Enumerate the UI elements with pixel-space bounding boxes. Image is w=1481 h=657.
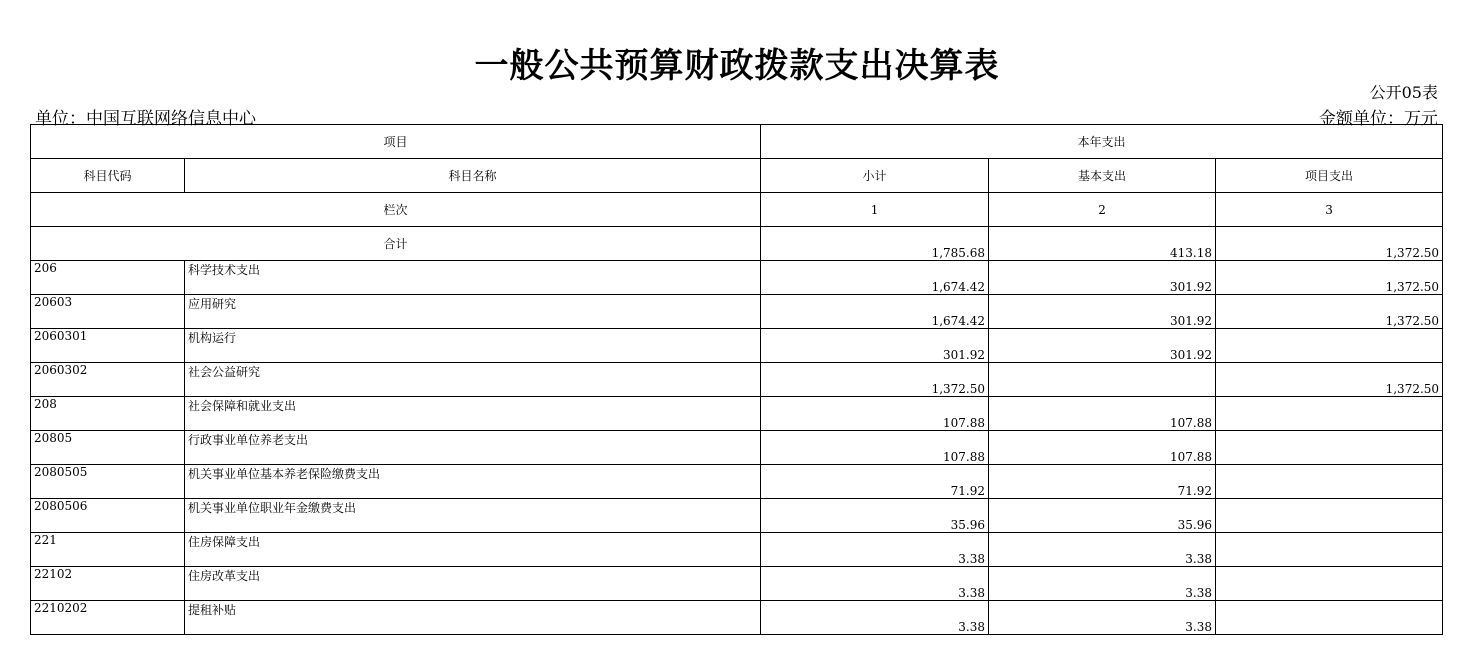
header-row-columns: [31, 193, 1443, 227]
header-current-year-expense: 本年支出: [761, 125, 1443, 159]
table-row: [31, 295, 1443, 329]
subtotal-cell: 107.88: [761, 431, 989, 465]
table-row: [31, 329, 1443, 363]
project-expense-cell: 1,372.50: [1216, 363, 1443, 397]
header-project: 项目: [31, 125, 761, 159]
subject-name-cell: 应用研究: [185, 295, 761, 329]
table-header: [31, 125, 1443, 227]
subject-name-cell: 行政事业单位养老支出: [185, 431, 761, 465]
table-body: [31, 227, 1443, 635]
table-row: [31, 567, 1443, 601]
header-project-expense: 项目支出: [1216, 159, 1443, 193]
subject-code-cell: 2080505: [31, 465, 185, 499]
subtotal-cell: 3.38: [761, 533, 989, 567]
project-expense-cell: 1,372.50: [1216, 261, 1443, 295]
table-row: [31, 601, 1443, 635]
header-subject-name: 科目名称: [185, 159, 761, 193]
basic-expense-cell: 3.38: [989, 533, 1216, 567]
header-row-1: [31, 125, 1443, 159]
total-subtotal: 1,785.68: [761, 227, 989, 261]
header-col-2: 2: [989, 193, 1216, 227]
header-subtotal: 小计: [761, 159, 989, 193]
basic-expense-cell: [989, 363, 1216, 397]
project-expense-cell: [1216, 329, 1443, 363]
subtotal-cell: 71.92: [761, 465, 989, 499]
subject-name-cell: 机构运行: [185, 329, 761, 363]
subtotal-cell: 35.96: [761, 499, 989, 533]
subtotal-cell: 1,674.42: [761, 261, 989, 295]
subject-code-cell: 2060302: [31, 363, 185, 397]
project-expense-cell: [1216, 431, 1443, 465]
subject-code-cell: 20805: [31, 431, 185, 465]
subject-name-cell: 住房保障支出: [185, 533, 761, 567]
total-label: 合计: [31, 227, 761, 261]
subtotal-cell: 1,372.50: [761, 363, 989, 397]
header-basic-expense: 基本支出: [989, 159, 1216, 193]
total-row: [31, 227, 1443, 261]
header-column-label: 栏次: [31, 193, 761, 227]
subject-code-cell: 20603: [31, 295, 185, 329]
basic-expense-cell: 35.96: [989, 499, 1216, 533]
table-row: [31, 431, 1443, 465]
total-basic: 413.18: [989, 227, 1216, 261]
basic-expense-cell: 3.38: [989, 567, 1216, 601]
subject-name-cell: 社会公益研究: [185, 363, 761, 397]
table-row: [31, 397, 1443, 431]
table-row: [31, 499, 1443, 533]
subject-name-cell: 提租补贴: [185, 601, 761, 635]
page-title: 一般公共预算财政拨款支出决算表: [474, 46, 1000, 86]
basic-expense-cell: 301.92: [989, 295, 1216, 329]
subject-name-cell: 住房改革支出: [185, 567, 761, 601]
header-subject-code: 科目代码: [31, 159, 185, 193]
subtotal-cell: 1,674.42: [761, 295, 989, 329]
table-row: [31, 533, 1443, 567]
unit-label: 单位：中国互联网络信息中心: [35, 109, 256, 129]
subject-code-cell: 221: [31, 533, 185, 567]
budget-table: [30, 124, 1443, 635]
project-expense-cell: [1216, 567, 1443, 601]
subtotal-cell: 3.38: [761, 567, 989, 601]
basic-expense-cell: 3.38: [989, 601, 1216, 635]
subject-name-cell: 科学技术支出: [185, 261, 761, 295]
basic-expense-cell: 71.92: [989, 465, 1216, 499]
project-expense-cell: [1216, 465, 1443, 499]
header-row-2: [31, 159, 1443, 193]
basic-expense-cell: 301.92: [989, 329, 1216, 363]
subject-code-cell: 2210202: [31, 601, 185, 635]
table-row: [31, 465, 1443, 499]
subject-code-cell: 2060301: [31, 329, 185, 363]
money-unit-label: 金额单位：万元: [1319, 109, 1438, 129]
header-col-1: 1: [761, 193, 989, 227]
subtotal-cell: 107.88: [761, 397, 989, 431]
project-expense-cell: [1216, 601, 1443, 635]
subject-code-cell: 22102: [31, 567, 185, 601]
basic-expense-cell: 107.88: [989, 431, 1216, 465]
project-expense-cell: [1216, 397, 1443, 431]
subject-name-cell: 机关事业单位基本养老保险缴费支出: [185, 465, 761, 499]
total-project: 1,372.50: [1216, 227, 1443, 261]
project-expense-cell: [1216, 499, 1443, 533]
subject-code-cell: 208: [31, 397, 185, 431]
subtotal-cell: 3.38: [761, 601, 989, 635]
form-number: 公开05表: [1369, 83, 1438, 102]
header-col-3: 3: [1216, 193, 1443, 227]
project-expense-cell: [1216, 533, 1443, 567]
subtotal-cell: 301.92: [761, 329, 989, 363]
subject-code-cell: 206: [31, 261, 185, 295]
basic-expense-cell: 301.92: [989, 261, 1216, 295]
subject-name-cell: 社会保障和就业支出: [185, 397, 761, 431]
project-expense-cell: 1,372.50: [1216, 295, 1443, 329]
basic-expense-cell: 107.88: [989, 397, 1216, 431]
subject-code-cell: 2080506: [31, 499, 185, 533]
table-row: [31, 261, 1443, 295]
table-row: [31, 363, 1443, 397]
subject-name-cell: 机关事业单位职业年金缴费支出: [185, 499, 761, 533]
